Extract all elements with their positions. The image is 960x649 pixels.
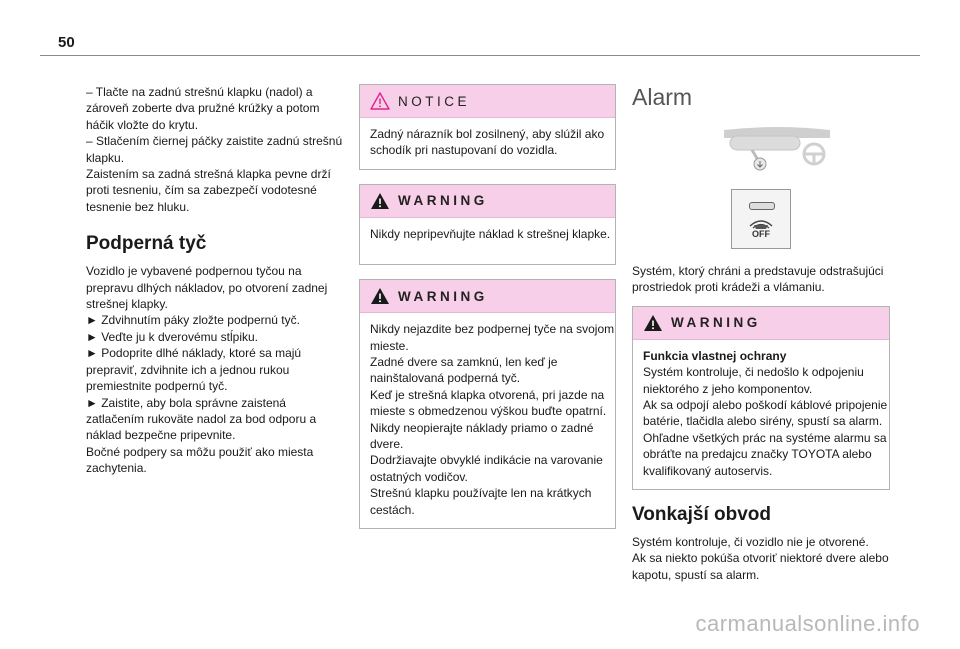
text-line: ostatných vodičov.	[370, 469, 468, 484]
column-middle	[359, 84, 616, 543]
warning-body	[360, 218, 615, 264]
warning-label: WARNING	[398, 288, 488, 304]
warning-label: WARNING	[398, 193, 488, 209]
text-line: strešnej klapky.	[86, 297, 168, 312]
warning-triangle-icon	[370, 287, 390, 305]
alarm-title: Alarm	[632, 84, 693, 110]
button-indicator-bar	[749, 202, 775, 210]
alarm-intro	[632, 263, 890, 296]
text-line: háčik vložte do krytu.	[86, 117, 199, 132]
text-line: tesnenie bez hluku.	[86, 199, 190, 214]
text-line: Nikdy nejazdite bez podpernej tyče na svojom	[370, 322, 615, 337]
text-line: Strešnú klapku používajte len na krátkych	[370, 486, 592, 501]
column-left	[86, 84, 344, 477]
warning-body	[360, 313, 615, 528]
warning-triangle-icon	[643, 314, 663, 332]
text-line: dvere.	[370, 437, 404, 452]
alarm-off-button[interactable]	[731, 189, 791, 249]
text-line: prostriedok proti krádeži a vlámaniu.	[632, 280, 825, 295]
section-heading-support-bar: Podperná tyč	[86, 233, 207, 255]
text-line: Systém kontroluje, či nedošlo k odpojeniu	[643, 365, 864, 380]
text-line: Zadný nárazník bol zosilnený, aby slúžil ako	[370, 127, 605, 141]
text-line: zároveň zoberte dva pružné krúžky a potom	[86, 101, 320, 116]
page-number: 50	[58, 34, 75, 51]
text-line: Nikdy nepripevňujte náklad k strešnej klapke.	[370, 226, 611, 241]
warning-body	[633, 340, 889, 489]
text-line: batérie, tlačidla alebo sirény, spustí sa alarm.	[643, 414, 883, 429]
warning-box-self-protection	[632, 306, 890, 490]
text-line: zachytenia.	[86, 461, 147, 476]
text-line: Keď je strešná klapka otvorená, pri jazde na	[370, 387, 605, 402]
text-line: – Tlačte na zadnú strešnú klapku (nadol) a	[86, 85, 313, 99]
text-line: Ak sa odpojí alebo poškodí káblové pripojenie	[643, 398, 888, 413]
text-line: nainštalovaná podperná tyč.	[370, 371, 521, 386]
warning-label: WARNING	[671, 315, 761, 331]
text-line: niektorého z jeho komponentov.	[643, 381, 813, 396]
text-line: kapotu, spustí sa alarm.	[632, 567, 760, 582]
car-interior-mirror-icon	[722, 126, 832, 176]
text-line: mieste.	[370, 338, 409, 353]
text-line: Nikdy neopierajte náklady priamo o zadné	[370, 420, 594, 435]
text-line: Ak sa niekto pokúša otvoriť niektoré dvere alebo	[632, 551, 889, 566]
notice-triangle-icon	[370, 92, 390, 110]
text-line: ► Zdvihnutím páky zložte podpernú tyč.	[86, 313, 300, 328]
header-divider	[40, 55, 920, 56]
text-line: Bočné podpery sa môžu použiť ako miesta	[86, 444, 314, 459]
watermark: carmanualsonline.info	[695, 611, 920, 636]
text-line: Dodržiavajte obvyklé indikácie na varovanie	[370, 453, 603, 468]
warning-header	[633, 307, 889, 340]
text-line: klapku.	[86, 150, 125, 165]
warning-triangle-icon	[370, 192, 390, 210]
text-line: – Stlačením čiernej páčky zaistite zadnú strešnú	[86, 134, 343, 149]
text-line: Vozidlo je vybavené podpernou tyčou na	[86, 264, 302, 279]
text-line: náklad bezpečne pripevnite.	[86, 428, 236, 443]
warning-header	[360, 280, 615, 313]
text-line: kvalifikovaný autoservis.	[643, 463, 773, 478]
off-label: OFF	[752, 229, 770, 239]
exterior-circuit-text	[632, 534, 890, 583]
text-line: ► Zaistite, aby bola správne zaistená	[86, 395, 286, 410]
text-line: prepraviť, zdvihnite ich a jednou rukou	[86, 362, 290, 377]
warning-box-support-bar	[359, 279, 616, 529]
notice-header	[360, 85, 615, 118]
text-line: mieste s obmedzenou výškou buďte opatrní.	[370, 404, 607, 419]
text-line: Zaistením sa zadná strešná klapka pevne drží	[86, 167, 331, 182]
text-line: Systém, ktorý chráni a predstavuje odstrašujúci	[632, 264, 884, 278]
text-line: ► Podoprite dlhé náklady, ktoré sa majú	[86, 346, 302, 361]
warning-subheading: Funkcia vlastnej ochrany	[643, 348, 787, 363]
notice-label: NOTICE	[398, 93, 471, 109]
intro-text	[86, 84, 344, 215]
text-line: Zadné dvere sa zamknú, len keď je	[370, 355, 558, 370]
text-line: prepravu dlhých nákladov, po otvorení zadnej	[86, 280, 328, 295]
text-line: Ohľadne všetkých prác na systéme alarmu sa	[643, 430, 887, 445]
notice-box	[359, 84, 616, 170]
warning-box-roof-flap	[359, 184, 616, 265]
section-heading-exterior-circuit: Vonkajší obvod	[632, 504, 772, 526]
text-line: zatlačením rukoväte nadol za bod odporu a	[86, 411, 317, 426]
column-right	[632, 84, 890, 583]
support-bar-text	[86, 263, 344, 476]
notice-body	[360, 118, 615, 169]
text-line: cestách.	[370, 502, 415, 517]
text-line: schodík pri nastupovaní do vozidla.	[370, 143, 558, 158]
warning-header	[360, 185, 615, 218]
text-line: ► Veďte ju k dverovému stĺpiku.	[86, 329, 258, 344]
text-line: obráťte na predajcu značky TOYOTA alebo	[643, 447, 872, 462]
text-line: proti tesneniu, čím sa zabezpečí vodotesné	[86, 183, 317, 198]
text-line: Systém kontroluje, či vozidlo nie je otvorené.	[632, 535, 869, 550]
text-line: premiestnite podpernú tyč.	[86, 379, 228, 394]
